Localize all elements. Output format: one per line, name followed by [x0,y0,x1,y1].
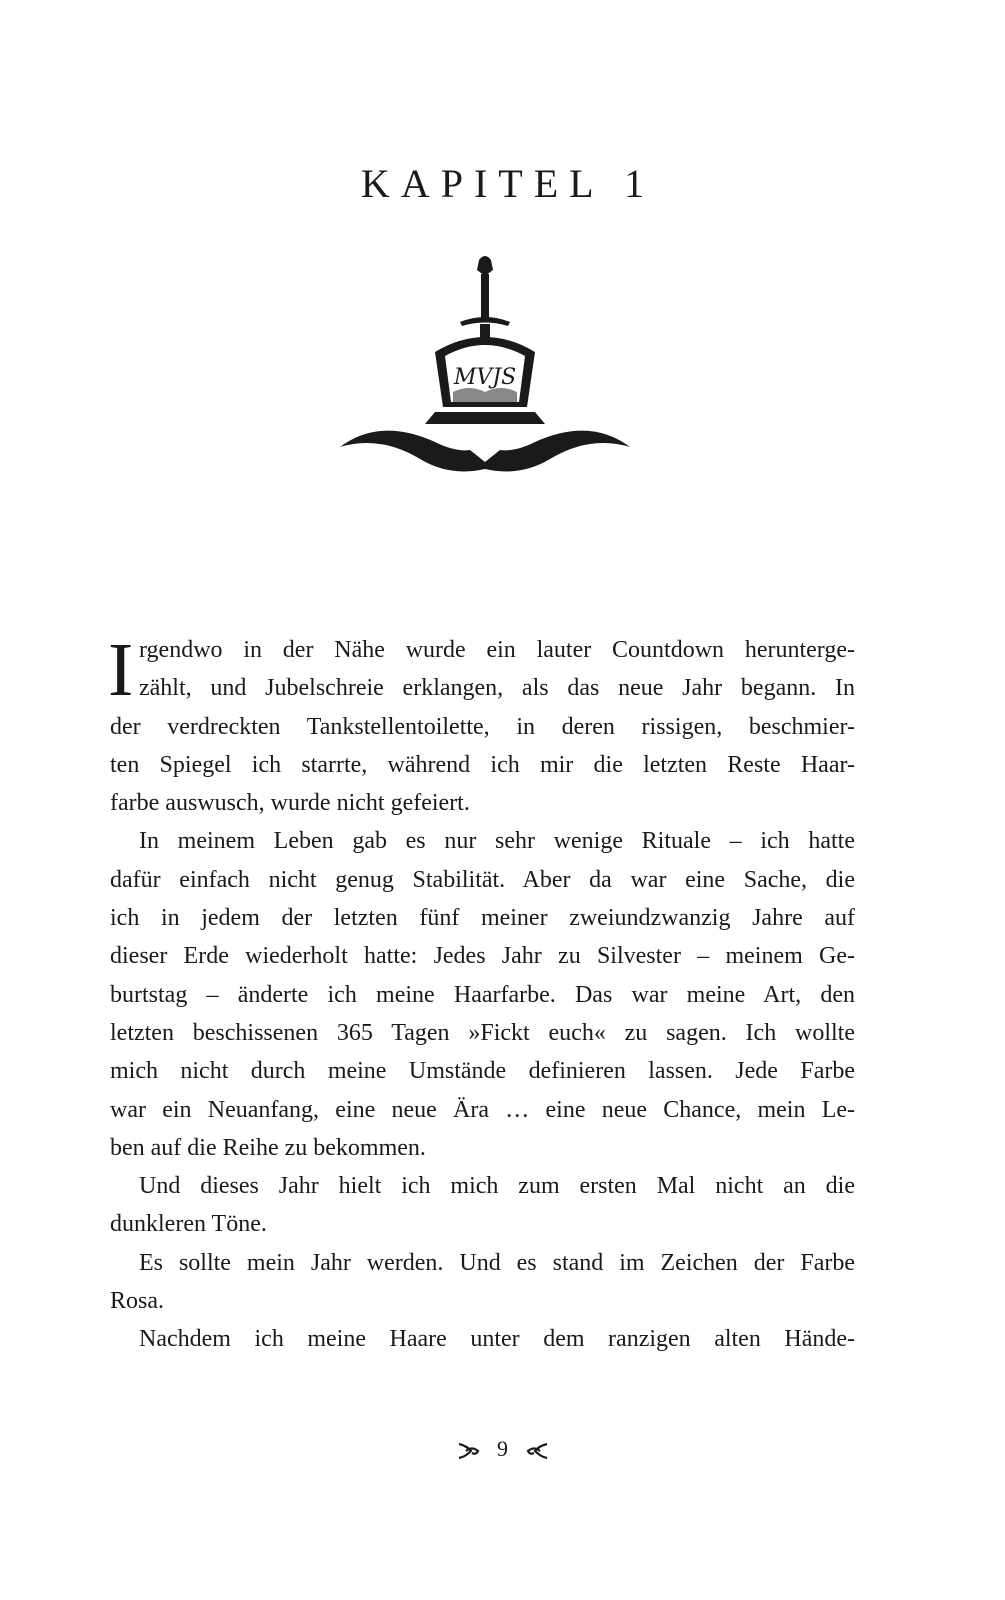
text-line: In meinem Leben gab es nur sehr wenige Rituale – ich hatte [139,828,855,855]
page-footer [0,1436,1005,1462]
drop-cap: I [108,628,134,712]
text-line: farbe auswusch, wurde nicht gefeiert. [110,790,470,817]
text-line: ich in jedem der letzten fünf meiner zweiundzwanzig Jahre auf [110,905,855,932]
text-line: Nachdem ich meine Haare unter dem ranzigen alten Hände- [139,1326,855,1353]
chapter-text [108,628,855,1359]
text-line: ten Spiegel ich starrte, während ich mir die letzten Reste Haar- [110,751,855,778]
text-line: burtstag – änderte ich meine Haarfarbe. Das war meine Art, den [110,981,855,1008]
text-line: rgendwo in der Nähe wurde ein lauter Countdown herunterge- [139,637,855,663]
monogram: MVJS [453,365,517,390]
text-line: mich nicht durch meine Umstände definieren lassen. Jede Farbe [110,1058,855,1085]
text-line: Es sollte mein Jahr werden. Und es stand im Zeichen der Farbe [139,1249,855,1276]
chapter-title: KAPITEL 1 [360,161,656,206]
left-ornament-icon [456,1440,482,1462]
text-line: ben auf die Reihe zu bekommen. [110,1134,426,1161]
text-line: letzten beschissenen 365 Tagen »Fickt euch« zu sagen. Ich wollte [110,1019,855,1046]
text-line: der verdreckten Tankstellentoilette, in deren rissigen, beschmier- [110,713,855,740]
page-number: 9 [497,1436,508,1461]
text-line: dieser Erde wiederholt hatte: Jedes Jahr zu Silvester – meinem Ge- [110,943,855,970]
right-ornament-icon [524,1440,550,1462]
text-line: dafür einfach nicht genug Stabilität. Aber da war eine Sache, die [110,866,855,893]
text-line: zählt, und Jubelschreie erklangen, als das neue Jahr begann. In [139,675,855,702]
sword-shield-book-emblem [335,252,635,477]
text-line: Rosa. [110,1288,164,1315]
text-line: dunkleren Töne. [110,1211,267,1238]
text-line: war ein Neuanfang, eine neue Ära … eine neue Chance, mein Le- [110,1096,855,1123]
text-line: Und dieses Jahr hielt ich mich zum ersten Mal nicht an die [139,1173,855,1200]
